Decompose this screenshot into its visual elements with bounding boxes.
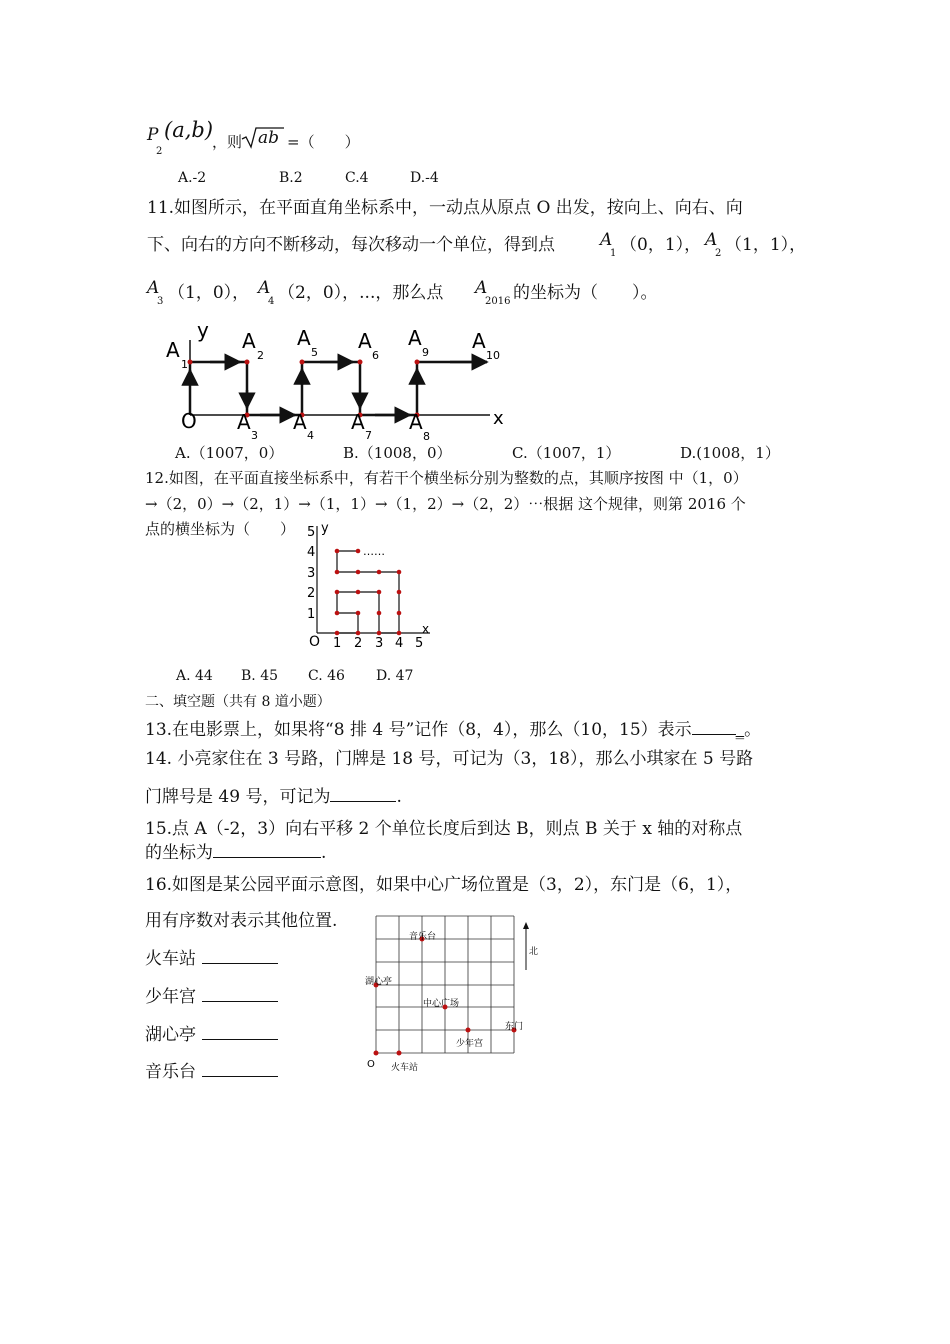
q12-ytick-1: 1 (307, 607, 316, 622)
q16-line1: 16.如图是某公园平面示意图，如果中心广场位置是（3，2），东门是（6，1）， (145, 875, 743, 895)
q16-label-central-square: 中心广场 (423, 999, 460, 1009)
q12-line1: 12.如图，在平面直接坐标系中，有若干个横坐标分别为整数的点，其顺序按图 中（1，0） (145, 469, 748, 487)
q11-a2016-letter: A (475, 278, 488, 298)
q12-y-label: y (321, 521, 329, 536)
q12-xtick-3: 3 (375, 636, 384, 650)
q14-end: . (396, 787, 402, 807)
q11-line2: 下、向右的方向不断移动，每次移动一个单位，得到点 (147, 235, 555, 255)
q15-answer-blank[interactable] (213, 841, 321, 858)
q10-option-b: B.2 (279, 170, 303, 186)
q12-figure (300, 518, 440, 650)
q11-a1-coord: （0，1）， (620, 235, 702, 255)
q16-item-label: 少年宫 (145, 987, 196, 1007)
q12-ytick-3: 3 (307, 566, 316, 581)
q16-label-music-stage: 音乐台 (409, 932, 437, 942)
q11-a2-coord: （1，1）， (725, 235, 807, 255)
q11-label-a4: A (293, 410, 307, 434)
then-text: ，则 (212, 133, 243, 151)
q11-dot-a6 (358, 360, 363, 365)
q11-a2-letter: A (705, 230, 718, 250)
q16-label-lake-pavilion: 湖心亭 (365, 977, 393, 987)
q10-option-a: A.-2 (178, 170, 207, 186)
q11-label-a4-sub: 4 (307, 429, 314, 442)
q16-park-map (360, 912, 550, 1074)
q16-north-arrowhead (523, 922, 529, 929)
q16-label-youth-palace: 少年宫 (456, 1039, 484, 1049)
q12-origin: O (309, 634, 321, 650)
q11-label-a3: A (237, 410, 251, 434)
q11-label-a10: A (472, 329, 486, 353)
q15-line2: 的坐标为 (145, 843, 213, 863)
q14-answer-blank[interactable] (330, 785, 396, 802)
q11-label-a5-sub: 5 (311, 346, 318, 359)
q11-label-a6-sub: 6 (372, 349, 379, 362)
q16-label-train-station: 火车站 (391, 1063, 419, 1073)
p-letter: P (147, 125, 159, 145)
q11-label-a7-sub: 7 (365, 429, 372, 442)
q13-blank-tail: _ (735, 720, 745, 740)
q16-blank-lake-pavilion[interactable] (202, 1023, 278, 1040)
q16-dot-train-station (397, 1051, 402, 1056)
q16-item-lake-pavilion (145, 1020, 278, 1045)
q12-option-a: A. 44 (176, 668, 213, 684)
q10-option-d: D.-4 (410, 170, 439, 186)
q16-item-music-stage (145, 1057, 278, 1082)
q12-line3: 点的横坐标为（ ） (145, 520, 296, 538)
q11-x-label: x (493, 408, 504, 429)
q11-label-a6: A (358, 329, 372, 353)
q12-path (337, 551, 399, 633)
q11-line1: 11.如图所示，在平面直角坐标系中，一动点从原点 O 出发，按向上、向右、向 (147, 198, 743, 218)
q11-label-a3-sub: 3 (251, 429, 258, 442)
q15-line1: 15.点 A（-2，3）向右平移 2 个单位长度后到达 B，则点 B 关于 x 轴的对称点 (145, 819, 743, 839)
q11-origin-label: O (181, 409, 197, 433)
q12-xtick-1: 1 (333, 636, 342, 650)
section2-title: 二、填空题（共有 8 道小题） (145, 694, 331, 710)
q11-a2016-sub: 2016 (485, 296, 511, 307)
q15-end: . (321, 843, 327, 863)
q12-option-d: D. 47 (376, 668, 414, 684)
q12-ytick-4: 4 (307, 545, 316, 560)
q11-label-a9: A (408, 326, 422, 350)
q13-end: 。 (744, 720, 762, 740)
q12-line2: →（2，0）→（2，1）→（1，1）→（1，2）→（2，2）⋯根据 这个规律，则第 2016 个 (145, 495, 746, 513)
q11-a4-sub: 4 (268, 296, 275, 307)
sqrt-content: ab (258, 128, 280, 148)
q11-dot-a1 (188, 360, 193, 365)
q16-item-label: 音乐台 (145, 1062, 196, 1082)
q16-item-label: 火车站 (145, 949, 196, 969)
question-13 (145, 715, 761, 740)
q14-line1: 14. 小亮家住在 3 号路，门牌是 18 号，可记为（3，18），那么小琪家在 5 号路 (145, 749, 754, 769)
q12-xtick-4: 4 (395, 636, 404, 650)
q11-label-a8-sub: 8 (423, 430, 430, 443)
q11-a1-letter: A (600, 230, 613, 250)
p-coordinates: (a,b) (164, 118, 214, 142)
q11-label-a10-sub: 10 (486, 349, 500, 362)
q11-a2-sub: 2 (715, 248, 722, 259)
q16-label-east-gate: 东门 (505, 1022, 524, 1032)
q11-label-a5: A (297, 326, 311, 350)
q10-option-c: C.4 (345, 170, 369, 186)
q15-line2-wrap (145, 838, 326, 863)
q11-dot-a5 (300, 360, 305, 365)
q12-ytick-2: 2 (307, 586, 316, 601)
q11-a3-letter: A (147, 278, 160, 298)
q11-label-a2: A (242, 329, 256, 353)
p-subscript: 2 (156, 146, 163, 157)
q13-text: 13.在电影票上，如果将“8 排 4 号”记作（8，4），那么（10，15）表示 (145, 720, 692, 740)
q16-north-label: 北 (529, 947, 539, 957)
q16-dot-youth-palace (466, 1028, 471, 1033)
q12-xtick-5: 5 (415, 636, 424, 650)
q11-dots (188, 360, 420, 418)
q16-dot-origin (374, 1051, 379, 1056)
q11-label-a1-sub: 1 (181, 358, 188, 371)
q16-blank-train-station[interactable] (202, 947, 278, 964)
q11-label-a2-sub: 2 (257, 349, 264, 362)
q16-grid (376, 916, 514, 1053)
q12-xtick-2: 2 (354, 636, 363, 650)
q12-ellipsis: …… (363, 545, 385, 558)
q11-tail: 的坐标为（ ）。 (513, 283, 658, 303)
q11-option-c: C.（1007，1） (512, 444, 621, 462)
q11-a1-sub: 1 (610, 248, 617, 259)
q13-answer-blank[interactable] (692, 718, 736, 735)
q11-option-a: A.（1007，0） (175, 444, 284, 462)
q16-blank-youth-palace[interactable] (202, 985, 278, 1002)
q16-item-youth-palace (145, 982, 278, 1007)
q11-dot-a9 (415, 360, 420, 365)
q11-y-label: y (197, 318, 209, 342)
q12-option-b: B. 45 (241, 668, 279, 684)
q12-x-label: x (422, 622, 430, 636)
q12-option-c: C. 46 (308, 668, 345, 684)
q11-figure (150, 315, 520, 445)
q16-item-train-station (145, 944, 278, 969)
q11-move-path (190, 362, 487, 415)
q11-label-a9-sub: 9 (422, 346, 429, 359)
q16-item-label: 湖心亭 (145, 1025, 196, 1045)
q12-ytick-5: 5 (307, 525, 316, 540)
q16-line2: 用有序数对表示其他位置. (145, 911, 338, 931)
equals-paren: =（ ） (287, 133, 360, 151)
q11-label-a1: A (166, 338, 180, 362)
q11-dot-a2 (245, 360, 250, 365)
q14-line2: 门牌号是 49 号，可记为 (145, 787, 331, 807)
q14-line2-wrap (145, 782, 402, 807)
q11-a3-coord: （1，0）， (168, 283, 250, 303)
q11-option-d: D.(1008，1） (680, 444, 780, 462)
q11-label-a7: A (351, 410, 365, 434)
q11-a4-coord: （2，0），...，那么点 (278, 283, 444, 303)
q11-label-a8: A (409, 410, 423, 434)
q16-label-origin: O (367, 1059, 375, 1070)
q11-a3-sub: 3 (157, 296, 164, 307)
q11-a4-letter: A (258, 278, 271, 298)
q16-blank-music-stage[interactable] (202, 1060, 278, 1077)
q11-option-b: B.（1008，0） (343, 444, 452, 462)
